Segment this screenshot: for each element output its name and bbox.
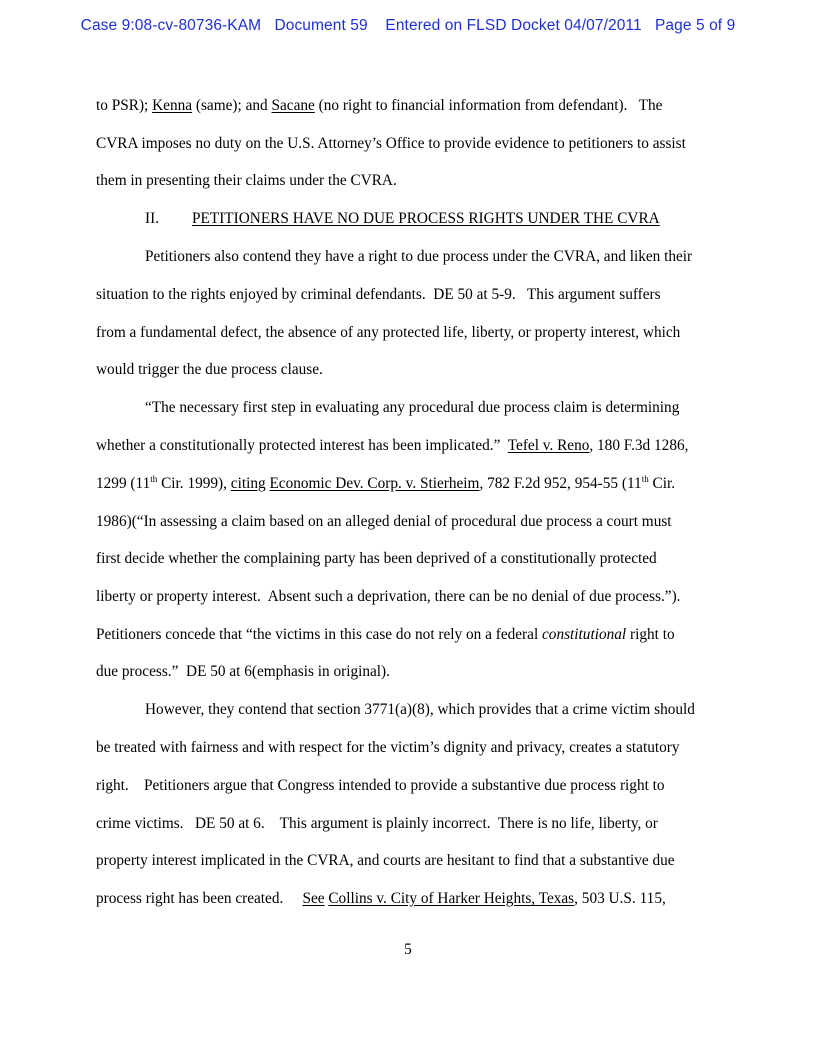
text-line-21: property interest implicated in the CVRA, and courts are hesitant to find that a substantive due bbox=[96, 852, 675, 869]
text-line-19: right. Petitioners argue that Congress intended to provide a substantive due process right to bbox=[96, 777, 665, 794]
text-line-10: whether a constitutionally protected interest has been implicated.” Tefel v. Reno, 180 F.3d 1286, bbox=[96, 437, 689, 454]
text-line-7: from a fundamental defect, the absence of any protected life, liberty, or property interest, which bbox=[96, 324, 681, 341]
text-line-20: crime victims. DE 50 at 6. This argument is plainly incorrect. There is no life, liberty, or bbox=[96, 815, 658, 832]
docket-entry: Entered on FLSD Docket 04/07/2011 bbox=[385, 17, 642, 34]
text-line-8: would trigger the due process clause. bbox=[96, 361, 323, 378]
citing-signal: citing bbox=[230, 475, 266, 492]
case-citation: Economic Dev. Corp. v. Stierheim bbox=[269, 475, 480, 492]
document-number: Document 59 bbox=[274, 17, 368, 34]
text-line-18: be treated with fairness and with respect for the victim’s dignity and privacy, creates a statutory bbox=[96, 739, 680, 756]
case-citation: Sacane bbox=[271, 97, 315, 114]
docket-header bbox=[0, 17, 816, 35]
citation-signal: See bbox=[302, 890, 325, 907]
text-line-14: liberty or property interest. Absent such a deprivation, there can be no denial of due process.”). bbox=[96, 588, 681, 605]
text-line-11: 1299 (11th Cir. 1999), citing Economic Dev. Corp. v. Stierheim, 782 F.2d 952, 954-55 (11th Cir. bbox=[96, 474, 676, 492]
text-line-9: “The necessary first step in evaluating any procedural due process claim is determining bbox=[145, 399, 680, 416]
page-number: 5 bbox=[404, 941, 412, 958]
section-title: PETITIONERS HAVE NO DUE PROCESS RIGHTS UNDER THE CVRA bbox=[192, 210, 660, 227]
text-line-5: Petitioners also contend they have a right to due process under the CVRA, and liken their bbox=[145, 248, 693, 265]
case-citation: Tefel v. Reno bbox=[507, 437, 590, 454]
text-line-12: 1986)(“In assessing a claim based on an alleged denial of procedural due process a court must bbox=[96, 513, 672, 530]
case-number: Case 9:08-cv-80736-KAM bbox=[80, 17, 262, 34]
text-line-22: process right has been created. See Collins v. City of Harker Heights, Texas, 503 U.S. 115, bbox=[96, 890, 666, 907]
page-indicator: Page 5 of 9 bbox=[654, 17, 736, 34]
text-line-16: due process.” DE 50 at 6(emphasis in original). bbox=[96, 663, 390, 680]
text-line-6: situation to the rights enjoyed by criminal defendants. DE 50 at 5-9. This argument suffers bbox=[96, 286, 661, 303]
text-line-1: to PSR); Kenna (same); and Sacane (no right to financial information from defendant). The bbox=[96, 97, 663, 114]
text-line-3: them in presenting their claims under the CVRA. bbox=[96, 172, 397, 189]
section-heading bbox=[145, 210, 660, 228]
text-line-2: CVRA imposes no duty on the U.S. Attorney’s Office to provide evidence to petitioners to assist bbox=[96, 135, 686, 152]
case-citation: Collins v. City of Harker Heights, Texas bbox=[328, 890, 575, 907]
text-line-17: However, they contend that section 3771(a)(8), which provides that a crime victim should bbox=[145, 701, 695, 718]
section-number: II. bbox=[145, 210, 160, 227]
case-citation: Kenna bbox=[152, 97, 193, 114]
text-line-15: Petitioners concede that “the victims in this case do not rely on a federal constitutional right to bbox=[96, 626, 675, 643]
text-line-13: first decide whether the complaining party has been deprived of a constitutionally protected bbox=[96, 550, 657, 567]
